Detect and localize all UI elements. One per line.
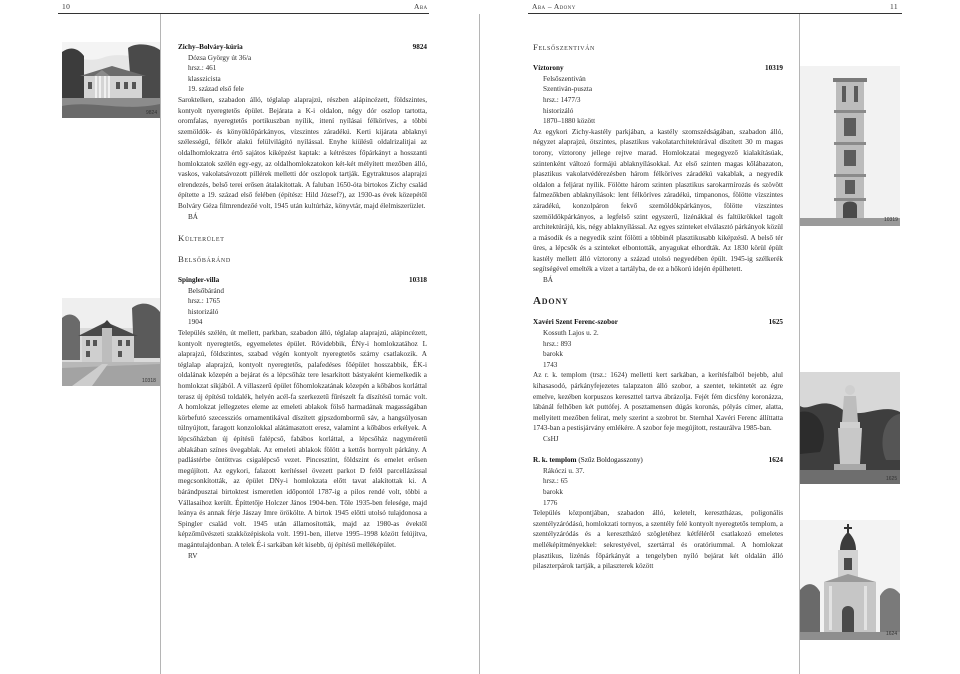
- entry-number: 1625: [768, 318, 783, 327]
- entry-author: RV: [188, 551, 198, 560]
- meta-line: hrsz.: 461: [188, 64, 217, 73]
- right-page-number: 11: [890, 2, 899, 11]
- entry-author: BÁ: [188, 212, 198, 221]
- entry-author: BÁ: [543, 276, 553, 285]
- entry-title: Víztorony: [533, 64, 564, 73]
- entry-meta: [533, 74, 783, 127]
- right-header-rule: [528, 13, 902, 14]
- left-header-rule: [58, 13, 429, 14]
- entry-number: 10318: [409, 276, 427, 285]
- church-photo: [800, 520, 900, 640]
- entry-meta: [178, 286, 427, 328]
- zichy-bolvary-kuria-heading: [178, 42, 427, 53]
- meta-line: barokk: [543, 487, 563, 496]
- meta-line: barokk: [543, 350, 563, 359]
- meta-line: hrsz.: 893: [543, 339, 572, 348]
- gutter-rule: [479, 14, 480, 674]
- left-page-number: 10: [62, 2, 71, 11]
- entry-meta: [533, 466, 783, 508]
- meta-line: Felsőszentiván: [543, 74, 586, 83]
- meta-line: 19. század első fele: [188, 85, 244, 94]
- entry-title-extra: (Szűz Boldogasszony): [578, 456, 643, 465]
- entry-meta: [533, 328, 783, 370]
- spingler-villa-heading: [178, 275, 427, 286]
- entry-author: CsHJ: [543, 434, 559, 443]
- section-heading-adony: Adony: [533, 295, 569, 308]
- entry-title: Spingler-villa: [178, 276, 220, 285]
- meta-line: hrsz.: 65: [543, 477, 568, 486]
- meta-line: Rákóczi u. 37.: [543, 466, 585, 475]
- meta-line: hrsz.: 1477/3: [543, 95, 581, 104]
- left-text-column: [178, 42, 427, 561]
- running-header: [0, 0, 960, 14]
- manor-photo: [62, 42, 160, 118]
- entry-body: Település központjában, szabadon álló, keletelt, keresztházas, poligonális szentélyzáródású, homlokzati tornyos, a szentély felé kontyolt nyeregtetős templom, a szentélyzáródás és a keresztházó szögletéhez kétféléről csatlakozó emeletes melléképítményekkel: sekrestyével, szertárral és oratóriummal. A homlokzat plasztikus, lizénás főpárkányát a tengelyben nyíló bejárat két oldalán álló pilaszterpárok tartják, a pilaszterek között: [533, 509, 783, 571]
- meta-line: Kossuth Lajos u. 2.: [543, 329, 599, 338]
- entry-body: Saroktelken, szabadon álló, téglalap alaprajzú, részben alápincézett, földszintes, kontyolt nyeregtetős épület. Bejárata a K-i oldalon, négy dór oszlop tartotta, oromfalas, nyeregtetős portikuszban nyílik, ittení nyílásai félköríves, a többi szemöldök- és könyöklőpárkányos, vízszintes záradékú. Kerti kijárata ablaknyi szélességű, félkör alakú felülvilágító nyílással. Enyhe kiülésű oldalrizalitjai az oldalhomlokzatra értő sajátos kiképzést kaptak: a kétrészes főpárkányt a hosszanti homlokzatok szélén egy-egy, az oldalhomlokzatokon két-két mélyített mezőben álló, vaskos, vakolatsávozott pillérek melletti dór oszlopok tartják. Egytraktusos alaprajzi elrendezés, belső terei erősen átalakítottak. A faluban 1650-óta birtokos Zichy család építette a 19. század első felében (építész: Hild József?), az 1930-as évek közepétől Bolváry Géza filmrendezőé volt, 1945 után kultúrház, könyvtár, majd élelmiszerüzlet.: [178, 95, 427, 210]
- xaveri-szent-ferenc-szobor-heading: [533, 317, 783, 328]
- right-text-column: [533, 42, 783, 572]
- water-tower-photo-label: 10319: [884, 217, 898, 223]
- meta-line: klasszicista: [188, 74, 221, 83]
- meta-line: historizáló: [188, 307, 219, 316]
- meta-line: Szentiván-puszta: [543, 85, 593, 94]
- meta-line: 1776: [543, 498, 558, 507]
- entry-number: 1624: [768, 456, 783, 465]
- meta-line: hrsz.: 1765: [188, 297, 220, 306]
- left-running-title: Aba: [414, 2, 428, 11]
- meta-line: Belsőbáránd: [188, 286, 224, 295]
- meta-line: 1904: [188, 318, 203, 327]
- meta-line: Dózsa György út 36/a: [188, 53, 252, 62]
- entry-title: Zichy–Bolváry-kúria: [178, 43, 243, 51]
- viztorony-heading: [533, 63, 783, 74]
- section-heading-felsoszentivan: Felsőszentiván: [533, 42, 595, 52]
- entry-number: 10319: [765, 64, 783, 73]
- entry-number: 9824: [412, 43, 427, 51]
- entry-body: Az egykori Zichy-kastély parkjában, a kastély szomszédságában, szabadon álló, négyzet alaprajzú, ötszintes, plasztikus vakolatarchitektúrával díszített 30 m magas torony, víztorony jellege rejtve marad. Homlokzatai megegyező kialakításúak, szintenként változó formájú ablaknyílásokkal. Az első szinten magas kőlábazaton, plasztikus vakolatvédérezésben három félköríves záradékú vakablak, a negyedik oldalon a feljárat nyílik. Fölötte három szinten plasztikus sarokarmírozás és szövött falmezőkben ablaknyílások: lent félköríves záradékú, timpanonos, fölötte vízszintes záradékú, konzolpáron fekvő szemöldökpárkányos, fölötte vízszintes szemöldökpárkányos, a legfelső szint egyszerű, lizénákkal és faltükrökkel tagolt architektúrájú, kis, négy ablaknyílással. Az egyes szinteket elválasztó párkányok közül a második és a negyedik szint fölötti a többinél plasztikusabb kiképzésű. A belső tér üres, a lépcsők és a szinteket elbontották, anyagukat elhordták. Az 1830 körül épült kastély mellett álló víztorony a század utolsó negyedében épült. 1945-ig szélkerék segítségével emelték a vizet a tartályba, de ez a hőkorú idején épülhetett.: [533, 127, 783, 274]
- entry-title-group: [533, 455, 643, 466]
- statue-photo: [800, 372, 900, 484]
- villa-photo: [62, 298, 160, 386]
- meta-line: 1743: [543, 360, 558, 369]
- meta-line: 1870–1880 között: [543, 117, 596, 126]
- villa-photo-label: 10318: [142, 378, 156, 384]
- entry-title: R. k. templom: [533, 456, 577, 465]
- rk-templom-heading: [533, 455, 783, 466]
- entry-body: Az r. k. templom (trsz.: 1624) melletti kert sarkában, a kerítésfalból bejebb, alul kihasasodó, párkányfejezetes talapzaton álló szobor, a szentet, tekintetét az égre emelve, kezében korpuszos kereszttel tartva ábrázolja. Fejét fém dicsfény koronázza, lábánál felhőben két puttófej. A posztamensen dúgás koronás, pólyás címer, alatta, mellyitett mezőben felirat, mely szerint a szobrot br. Sternhal Xavéri Ferenc állíttatta 1743-ban a pestisjárvány emlékére. A szobor feje megújított, restaurálva 1985-ban.: [533, 371, 783, 433]
- subsection-heading-belsobarand: Belsőbáránd: [178, 253, 231, 264]
- entry-title: Xavéri Szent Ferenc-szobor: [533, 318, 618, 327]
- church-photo-label: 1624: [886, 631, 898, 637]
- manor-photo-label: 9824: [146, 110, 158, 116]
- statue-photo-label: 1625: [886, 476, 898, 482]
- right-running-title: Aba – Adony: [532, 2, 576, 11]
- entry-body: Település szélén, út mellett, parkban, szabadon álló, téglalap alaprajzú, alápincézett, kontyolt nyeregtetős, egyemeletes épület. Rövidebbik, ÉNy-i homlokzatához L alaprajzú, földszintes, szabad végén kontyolt nyeregtetős szárny csatlakozik. A téglalap alaprajzú, kontyolt nyeregtetős, palafedéses főépület hosszabbik, ÉK-i oldalának közepén a bejárat és a lépcsőház tere lesarkított bástyaként kiemelkedik a homlokzat síkjából. A villaszerű épület főhomlokzatának közepén a kőbábos korláttal terasz új építésű toldalék, helyén acél-fa szerkezetű fűrészelt fa díszítésű tornác volt. A homlokzat jellegzetes eleme az emeleti ablakok fölső harmadának magasságában körbefutó szecessziós ornamentikával díszített gipszdombormű sáv, a hangsúlyosan túlnyújtott, faragott konzolokkal alátámasztott eresz, valamint a kőbábos erkélyek. A lépcsőházban új építésű falépcső, fabábos korláttal, a lépcsőház nagyméretű ablakában színes üvegablak. Az emeleti ablakok fölött a kettős hornyolt párkány. A padlástérbe öntöttvas csigalépcső vezet. Pincesztint, földszint és emelet erősen megújított. Az egykori, falazott kerítéssel övezett parkot D felől parcellázással megcsonkították, az épület DNy-i homlokzata előtt tavat alakítottak ki. A bárándpusztai birtoktest ismeretlen időpontól 1787-ig a pilos rendé volt, többi a Vállasaihoz került. Építtetője Holczer János 1904-ben. Tőle 1935-ben felesége, majd leánya és annak férje Jászay Imre örökölte. A birtok 1945 előtti utolsó tulajdonosa a Spingler család volt. 1945 után államosították, majd az 1980-as évektől képzőművészeti szakközépiskola volt. 1991-ben, illetve 1995–1998 között felújítva, magántulajdonban. A telek É-i sarkában két kisebb, új építésű melléképület.: [178, 329, 427, 549]
- water-tower-photo: [800, 66, 900, 226]
- left-margin-rule: [160, 14, 161, 674]
- section-heading-kulterulet: Külterület: [178, 232, 225, 243]
- entry-meta: [178, 53, 427, 95]
- meta-line: historizáló: [543, 106, 574, 115]
